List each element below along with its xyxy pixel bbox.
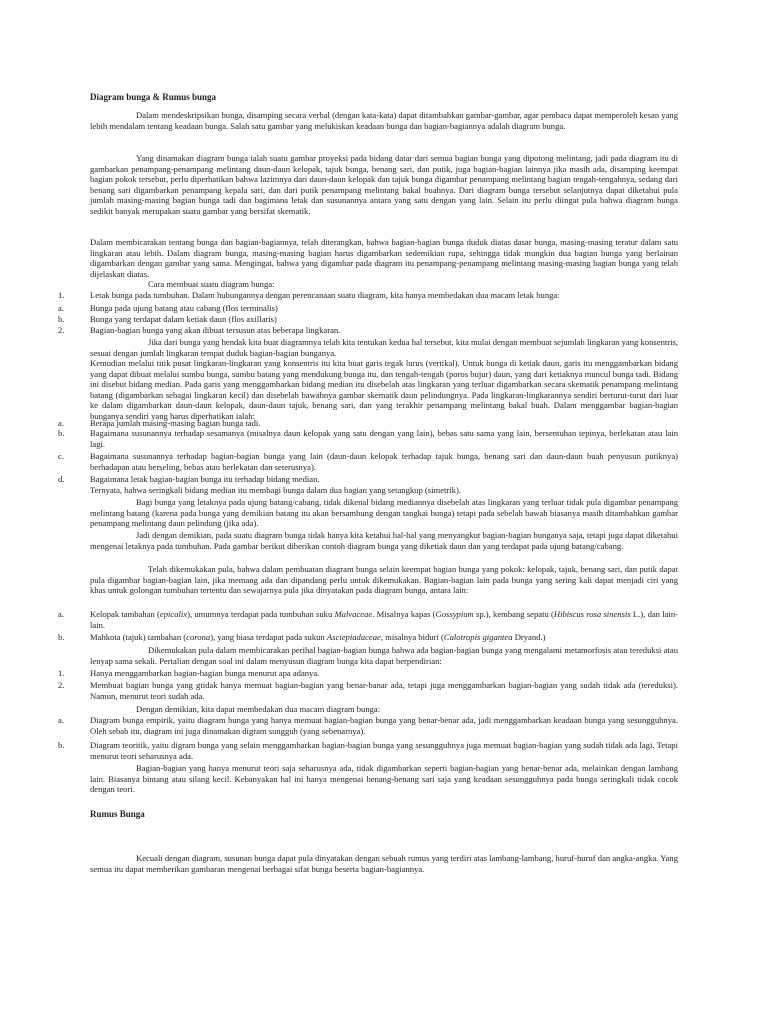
list-marker: a. <box>58 303 64 313</box>
paragraph-median: Kemudian melalui titik pusat lingkaran-lingkaran yang konsentris itu kita buat garis tegak lurus (vertikal). Untuk bunga di ketiak daun, garis itu menggambarkan bidang yang dapat dibuat melalui sumbu bunga, sumbu batang yang mendukung bunga itu, dan tengah-tengah (poros bujur) daun, yang dari ketiaknya muncul bunga tadi. Bidang ini disebut bidang median. Pada garis yang menggambarkan bidang median itu disebelah atas lingkaran yang terluar digambarkan secara skematik penampang melintang batang (digambarkan sebagai lingkaran kecil) dan disebelah bawahnya gambar skematik daun pelindungnya. Pada lingkaran-lingkarannya sendiri berturut-turut dari luar ke dalam digambarkan daun-daun kelopak, daun-daun tajuk, benang sari, dan yang terakhir penampang melintang bakal buah. Dalam menggambar bagian-bagian bunganya sendiri yang harus diperhatikan ialah: <box>90 358 678 421</box>
list-text: Letak bunga pada tumbuhan. Dalam hubungannya dengan perencanaan suatu diagram, kita hanya membedakan dua macam letak bunga: <box>90 290 560 300</box>
list-marker: b. <box>58 632 65 642</box>
list-text: Bagaimana letak bagian-bagian bunga itu terhadap bidang median. <box>90 474 320 484</box>
list-marker: b. <box>58 314 65 324</box>
list-text: Membuat bagian bunga yang gtidak hanya memuat bagian-bagian yang benar-banar ada, tetapi juga menggambarkan bagian-bagian yang sudah tidak ada (tereduksi). Namun, menurut teori sudah ada. <box>90 680 678 701</box>
list-marker: a. <box>58 418 64 428</box>
paragraph-definition: Yang dinamakan diagram bunga ialah suatu gambar proyeksi pada bidang datar dari semua bagian bunga yang dipotong melintang, jadi pada diagram itu di gambarkan penampang-penampang melintang daun-daun kelopak, tajuk bunga, benang sari, dan putik, juga bagian-bagian lainnya jika masih ada, disamping keempat bagian pokok tersebut, perlu diperhatikan bahwa lazimnya dari daun-daun kelopak dan tajuk bunga digambar penampang melintang bagian tengah-tengahnya, sedang dari benang sari digambarkan penampang kepala sari, dan dari putik penampang melintang bakal buahnya. Dari diagram bunga tersebut selanjutnya dapat diketahui pula jumlah masing-masing bagian bunga tadi dan bagimana letak dan susunannya antara yang satu dengan yang lain. Selain itu perlu diingat pula bahwa diagram bunga sedikit banyak merupakan suatu gambar yang bersifat skematik. <box>90 153 678 216</box>
list-item-b <box>58 428 678 449</box>
paragraph-bagian-lain: Telah dikemukakan pula, bahwa dalam pembuatan diagram bunga selain keempat bagian bunga yang pokok: kelopak, tajuk, benang sari, dan putik dapat pula digambar bagian-bagian lain, jika memang ada dan dipandang perlu untuk dikemukakan. Bagian-bagian lain pada bunga yang sering kali dapat menjadi ciri yang khas untuk golongan tumbuhan tertentu dan sewajarnya pula jika dinyatakan pada diagram bunga, antara lain: <box>90 564 678 596</box>
list-marker: a. <box>58 609 64 619</box>
paragraph-dua-macam: Dengan demikian, kita dapat membedakan dua macam diagram bunga: <box>136 704 381 714</box>
paragraph-simetrik: Ternyata, bahwa seringkali bidang median itu membagi bunga dalam dua bagian yang setangkup (simetrik). <box>90 485 461 495</box>
paragraph-metamorfosis: Dikemukakan pula dalam membicarakan perihal bagian-bagian bunga bahwa ada bagian-bagian bunga yang mengalami metamorfosis atau tereduksi atau lenyap sama sekali. Pertalian dengan soal ini dalam menyusun diagram bunga kita dapat berpendirian: <box>90 645 678 666</box>
list-item-a <box>58 418 678 429</box>
list-item-kelopak <box>58 609 678 630</box>
list-item-m2 <box>58 680 678 701</box>
list-item-m1 <box>58 668 678 679</box>
section-title-diagram: Diagram bunga & Rumus bunga <box>90 92 217 102</box>
list-text: Bagian-bagian bunga yang akan dibuat tersusun atas beberapa lingkaran. <box>90 325 341 335</box>
list-text: Diagram teoritik, yaitu digram bunga yang selain menggambarkan bagian-bagian bunga yang sesungguhnya juga memuat bagian-bagian yang sudah tidak ada lagi. Tetapi menurut teori seharusnya ada. <box>90 740 678 761</box>
list-marker: 2. <box>58 680 65 690</box>
list-text: Bagaimana susunannya terhadap bagian-bagian bunga yang lain (daun-daun kelopak terhadap tajuk bunga, benang sari dan daun-daun buah penyusun putiknya) berhadapan atau berseling, bebas atau berlekatan dan seterusnya). <box>90 451 678 472</box>
paragraph-rumus: Kecuali dengan diagram, susunan bunga dapat pula dinyatakan dengan sebuah rumus yang terdiri atas lambang-lambang, huruf-huruf dan angka-angka. Yang semua itu dapat memberikan gambaran mengenai berbagai sifat bunga beserta bagian-bagiannya. <box>90 853 678 874</box>
paragraph-lingkaran: Jika dari bunga yang hendak kita buat diagramnya telah kita tentukan kedua hal tersebut, kita mulai dengan membuat sejumlah lingkaran yang konsentris, sesuai dengan jumlah lingkaran tempat duduk bagian-bagian bunganya. <box>90 337 678 358</box>
list-marker: a. <box>58 715 64 725</box>
list-item-2 <box>58 325 678 336</box>
list-marker: b. <box>58 740 65 750</box>
paragraph-ujung-batang: Bagi bunga yang letaknya pada ujung batang/cabang, tidak dikenal bidang mediannya disebelah atas lingkaran yang terluar tidak pula digambar penampang melintang batang (karena pada bunga yang demikian batang itu akan bersambung dengan tangkai bunga) tetapi pada sebelah bawah biasanya masih ditambahkan gambar penampang melintang daun pelindung (jika ada). <box>90 497 678 529</box>
list-text: Mahkota (tajuk) tambahan (corona), yang biasa terdapat pada sukun Asciepiadaceae, misalnya biduri (Calotropis gigantea Dryand.) <box>90 632 546 642</box>
section-title-rumus: Rumus Bunga <box>90 809 145 819</box>
list-marker: b. <box>58 428 65 438</box>
list-item-mahkota <box>58 632 678 643</box>
list-item-1b <box>58 314 678 325</box>
list-marker: 2. <box>58 325 65 335</box>
list-text: Bunga yang terdapat dalam ketiak daun (flos axillaris) <box>90 314 277 324</box>
list-item-1a <box>58 303 678 314</box>
paragraph-bagian-bunga: Dalam membicarakan tentang bunga dan bagian-bagiannya, telah diterangkan, bahwa bagian-bagian bunga duduk diatas dasar bunga, masing-masing teratur dalam satu lingkaran atau lebih. Dalam diagram bunga, masing-masing bagian harus digambarkan sedemikian rupa, sehingga tidak mungkin dua bagian bunga yang berlainan digambarkan dengan gambar yang sama. Mengingat, bahwa yang digambar pada diagram itu penampang-penampang melintang masing-masing bagian bunga yang telah dijelaskan diatas. <box>90 237 678 279</box>
list-item-teoritik <box>58 740 678 761</box>
paragraph-intro: Dalam mendeskripsikan bunga, disamping secara verbal (dengan kata-kata) dapat ditambahkan gambar-gambar, agar pembaca dapat memperoleh kesan yang lebih mendalam tentang keadaan bunga. Salah satu gambar yang melukiskan keadaan bunga dan bagian-bagiannya adalah diagram bunga. <box>90 110 678 131</box>
list-item-1 <box>58 290 678 301</box>
list-marker: c. <box>58 451 64 461</box>
list-marker: 1. <box>58 290 65 300</box>
list-item-d <box>58 474 678 485</box>
list-marker: 1. <box>58 668 65 678</box>
list-text: Berapa jumlah masing-masing bagian bunga tadi. <box>90 418 261 428</box>
list-text: Hanya menggambarkan bagian-bagian bunga menurut apa adanya. <box>90 668 320 678</box>
list-text: Diagram bunga empirik, yaitu diagram bunga yang hanya memuat bagian-bagian bunga yang benar-benar ada, jadi menggambarkan keadaan bunga yang sesungguhnya. Oleh sebab itu, diagram ini juga dinamakan digram sungguh (yang sebenarnya). <box>90 715 678 736</box>
list-marker: d. <box>58 474 65 484</box>
list-text: Bagaimana susunannya terhadap sesamanya (misalnya daun kelopak yang satu dengan yang lain), bebas satu sama yang lain, bersentuhan tepinya, berlekatan atau lain lagi. <box>90 428 678 449</box>
list-text: Kelopak tambahan (epicalix), umumnya terdapat pada tumbuhan suku Malvaceae. Misalnya kapas (Gossypium sp.), kembang sepatu (Hibiscus rosa sinensis L.), dan lain-lain. <box>90 609 678 630</box>
list-text: Bunga pada ujung batang atau cabang (flos terminalis) <box>90 303 278 313</box>
paragraph-letak-tumbuhan: Jadi dengan demikian, pada suatu diagram bunga tidak hanya kita ketahui hal-hal yang menyangkut bagian-bagian bunganya saja, tetapi juga dapat diketahui mengenai letaknya pada tumbuhan. Pada gambar berikut diberikan contoh diagram bunga yang diketiak daun dan yang terdapat pada ujung batang/cabang. <box>90 530 678 551</box>
paragraph-lambang: Bagian-bagian yang hanya menurut teori saja seharusnya ada, tidak digambarkan seperti bagian-bagian yang benar-benar ada, melainkan dengan lambang lain. Biasanya bintang atau silang kecil. Kebanyakan hal ini hanya mengenai benang-benang sari saja yang keadaan sesungguhnya pada bunga seringkali tidak cocok dengan teori. <box>90 763 678 795</box>
paragraph-cara: Cara membuat suatu diagram bunga: <box>148 279 275 289</box>
list-item-empirik <box>58 715 678 736</box>
list-item-c <box>58 451 678 472</box>
